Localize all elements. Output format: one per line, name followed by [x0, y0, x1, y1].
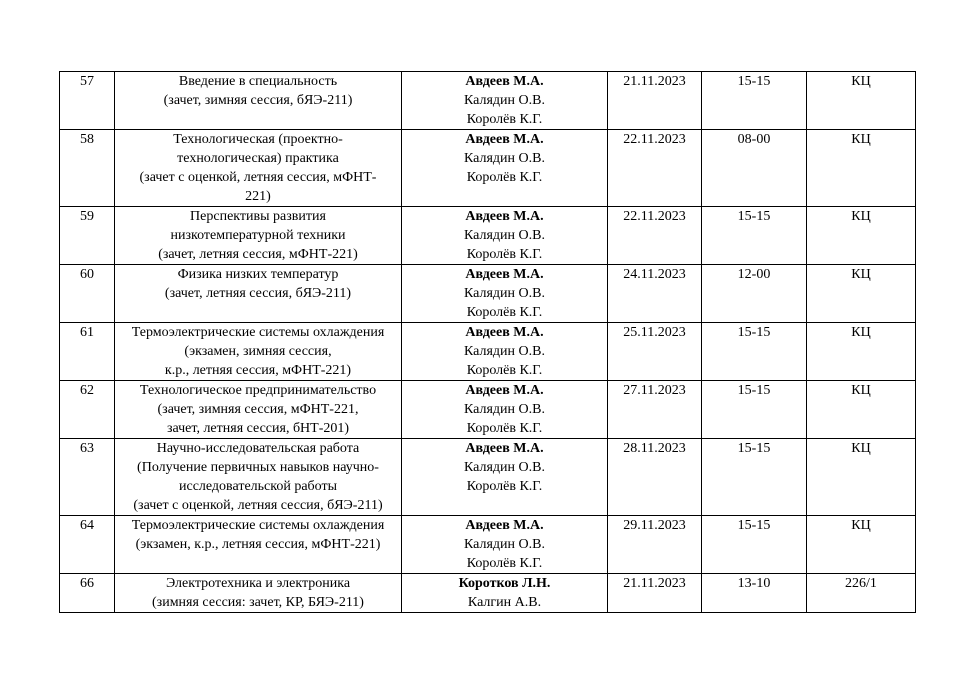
course-cell — [115, 265, 402, 323]
exam-date: 29.11.2023 — [608, 516, 702, 574]
course-line: (зачет с оценкой, летняя сессия, бЯЭ-211) — [133, 498, 383, 513]
teacher-name: Королёв К.Г. — [466, 247, 543, 262]
teacher-name: Калядин О.В. — [464, 228, 545, 243]
teachers-cell — [402, 72, 608, 130]
teachers-cell — [402, 574, 608, 613]
lead-teacher: Авдеев М.А. — [465, 209, 544, 224]
course-line: (зачет, зимняя сессия, мФНТ-221, — [157, 402, 359, 417]
course-line: зачет, летняя сессия, бНТ-201) — [166, 421, 350, 436]
course-line: (Получение первичных навыков научно- — [137, 460, 379, 475]
schedule-body — [60, 72, 916, 613]
course-line: Перспективы развития — [190, 209, 326, 224]
row-number: 58 — [60, 130, 115, 207]
course-line: 221) — [245, 189, 271, 204]
course-line: Технологическая (проектно- — [173, 132, 343, 147]
table-row — [60, 130, 916, 207]
exam-date: 21.11.2023 — [608, 72, 702, 130]
exam-time: 15-15 — [702, 72, 807, 130]
teacher-name: Калгин А.В. — [467, 595, 542, 610]
course-line: к.р., летняя сессия, мФНТ-221) — [164, 363, 352, 378]
exam-date: 22.11.2023 — [608, 207, 702, 265]
lead-teacher: Авдеев М.А. — [465, 518, 544, 533]
course-cell — [115, 381, 402, 439]
teachers-cell — [402, 516, 608, 574]
exam-time: 15-15 — [702, 323, 807, 381]
teacher-name: Калядин О.В. — [464, 460, 545, 475]
teacher-name: Калядин О.В. — [464, 93, 545, 108]
exam-schedule-table — [59, 71, 916, 613]
row-number: 61 — [60, 323, 115, 381]
table-row — [60, 265, 916, 323]
teacher-name: Королёв К.Г. — [466, 112, 543, 127]
teachers-cell — [402, 381, 608, 439]
exam-time: 15-15 — [702, 207, 807, 265]
course-line: Термоэлектрические системы охлаждения — [131, 325, 385, 340]
course-line: (зимняя сессия: зачет, КР, БЯЭ-211) — [152, 595, 364, 610]
teacher-name: Калядин О.В. — [464, 286, 545, 301]
table-row — [60, 207, 916, 265]
row-number: 57 — [60, 72, 115, 130]
course-line: (зачет, летняя сессия, бЯЭ-211) — [164, 286, 352, 301]
teacher-name: Королёв К.Г. — [466, 479, 543, 494]
teacher-name: Калядин О.В. — [464, 151, 545, 166]
row-number: 66 — [60, 574, 115, 613]
row-number: 60 — [60, 265, 115, 323]
teacher-name: Королёв К.Г. — [466, 363, 543, 378]
exam-date: 22.11.2023 — [608, 130, 702, 207]
exam-date: 21.11.2023 — [608, 574, 702, 613]
exam-room: КЦ — [807, 72, 916, 130]
teacher-name: Калядин О.В. — [464, 402, 545, 417]
course-cell — [115, 516, 402, 574]
row-number: 59 — [60, 207, 115, 265]
course-line: низкотемпературной техники — [170, 228, 346, 243]
teachers-cell — [402, 323, 608, 381]
exam-time: 15-15 — [702, 516, 807, 574]
teacher-name: Королёв К.Г. — [466, 305, 543, 320]
table-row — [60, 381, 916, 439]
lead-teacher: Авдеев М.А. — [465, 441, 544, 456]
table-row — [60, 72, 916, 130]
lead-teacher: Авдеев М.А. — [465, 383, 544, 398]
exam-room: КЦ — [807, 381, 916, 439]
teachers-cell — [402, 207, 608, 265]
course-cell — [115, 130, 402, 207]
exam-room: КЦ — [807, 439, 916, 516]
row-number: 62 — [60, 381, 115, 439]
exam-date: 24.11.2023 — [608, 265, 702, 323]
exam-room: КЦ — [807, 323, 916, 381]
exam-date: 25.11.2023 — [608, 323, 702, 381]
exam-room: КЦ — [807, 516, 916, 574]
teacher-name: Калядин О.В. — [464, 537, 545, 552]
course-line: Термоэлектрические системы охлаждения — [131, 518, 385, 533]
course-cell — [115, 439, 402, 516]
course-line: Научно-исследовательская работа — [156, 441, 360, 456]
exam-time: 12-00 — [702, 265, 807, 323]
exam-room: КЦ — [807, 130, 916, 207]
exam-date: 27.11.2023 — [608, 381, 702, 439]
course-line: Физика низких температур — [177, 267, 339, 282]
course-line: Введение в специальность — [178, 74, 338, 89]
course-line: Электротехника и электроника — [165, 576, 351, 591]
table-row — [60, 516, 916, 574]
teacher-name: Королёв К.Г. — [466, 170, 543, 185]
table-row — [60, 323, 916, 381]
teacher-name: Королёв К.Г. — [466, 421, 543, 436]
course-line: (зачет, зимняя сессия, бЯЭ-211) — [163, 93, 353, 108]
exam-room: КЦ — [807, 265, 916, 323]
course-cell — [115, 323, 402, 381]
teacher-name: Королёв К.Г. — [466, 556, 543, 571]
course-cell — [115, 72, 402, 130]
exam-time: 15-15 — [702, 439, 807, 516]
lead-teacher: Авдеев М.А. — [465, 267, 544, 282]
teachers-cell — [402, 265, 608, 323]
course-line: (экзамен, к.р., летняя сессия, мФНТ-221) — [135, 537, 381, 552]
lead-teacher: Авдеев М.А. — [465, 325, 544, 340]
course-line: (зачет с оценкой, летняя сессия, мФНТ- — [139, 170, 377, 185]
table-row — [60, 439, 916, 516]
lead-teacher: Коротков Л.Н. — [458, 576, 551, 591]
row-number: 63 — [60, 439, 115, 516]
table-row — [60, 574, 916, 613]
lead-teacher: Авдеев М.А. — [465, 132, 544, 147]
teachers-cell — [402, 130, 608, 207]
course-cell — [115, 574, 402, 613]
teacher-name: Калядин О.В. — [464, 344, 545, 359]
exam-room: 226/1 — [807, 574, 916, 613]
exam-time: 13-10 — [702, 574, 807, 613]
row-number: 64 — [60, 516, 115, 574]
course-cell — [115, 207, 402, 265]
course-line: (экзамен, зимняя сессия, — [184, 344, 332, 359]
course-line: технологическая) практика — [177, 151, 339, 166]
course-line: Технологическое предпринимательство — [139, 383, 377, 398]
exam-time: 15-15 — [702, 381, 807, 439]
lead-teacher: Авдеев М.А. — [465, 74, 544, 89]
teachers-cell — [402, 439, 608, 516]
course-line: исследовательской работы — [178, 479, 337, 494]
course-line: (зачет, летняя сессия, мФНТ-221) — [158, 247, 358, 262]
exam-time: 08-00 — [702, 130, 807, 207]
exam-room: КЦ — [807, 207, 916, 265]
exam-date: 28.11.2023 — [608, 439, 702, 516]
